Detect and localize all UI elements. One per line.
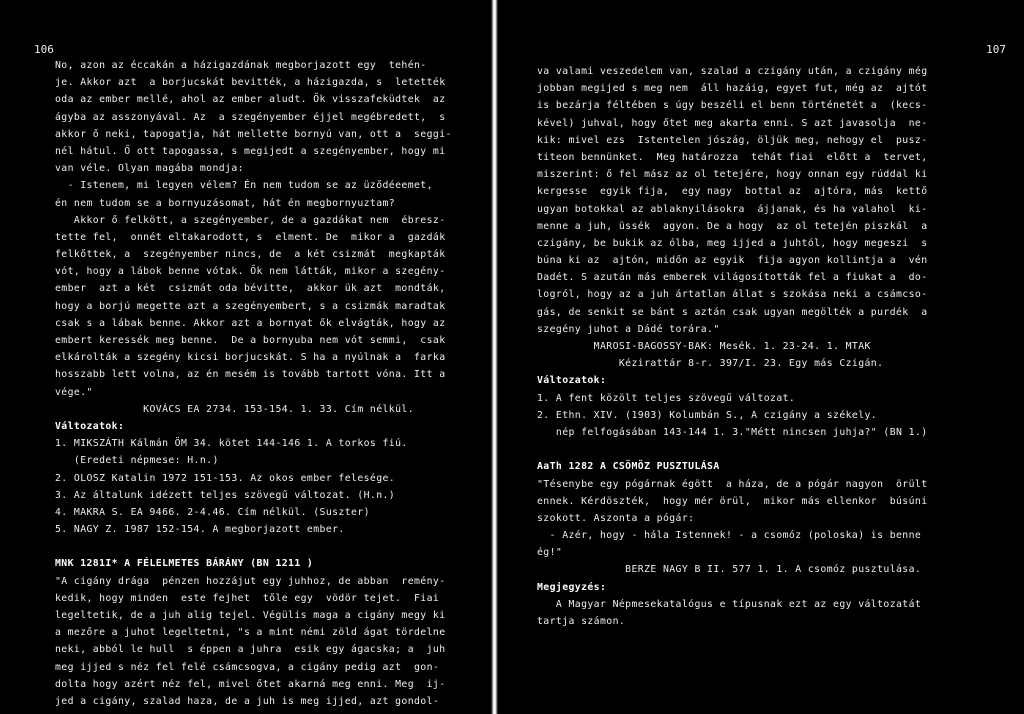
text-line: én nem tudom se a bornyuzásomat, hát én megbornyuztam? [55,197,396,209]
text-line: "Tésenybe egy pógárnak égött a háza, de a pógár nagyon örült [537,478,928,490]
text-line: akkor ő neki, tapogatja, hát mellette bornyú van, ott a seggi- [55,128,452,140]
text-line: jed a cigány, szalad haza, de a juh is meg ijjed, azt gondol- [55,695,440,707]
text-line: menne a juh, üssék agyon. De a hogy az ol tetején piszkál a [537,220,928,232]
text-line: 2. OLOSZ Katalin 1972 151-153. Az okos ember felesége. [55,472,396,484]
text-line: miszerint: ő fel mász az ol tetejére, hogy onnan egy rúddal ki [537,169,928,181]
text-line: 1. MIKSZÁTH Kálmán ÖM 34. kötet 144-146 1. A torkos fiú. [55,438,408,450]
text-line: ágyba az asszonyával. Az a szegényember éjjel megébredett, s [55,111,446,123]
page-text [55,57,452,710]
text-line: legeltetik, de a juh alig tejel. Végülis maga a cigány megy ki [55,610,446,621]
text-line: nél hátul. Ő ott tapogassa, s megijedt a szegényember, hogy mi [55,145,446,157]
text-line: embert keressék meg benne. De a bornyuba nem vót semmi, csak [55,335,446,346]
page-text [537,63,928,630]
text-line: neki, abból le hull s éppen a juhra esik egy ágacska; a juh [55,644,446,656]
text-line: 2. Ethn. XIV. (1903) Kolumbán S., A czigány a székely. [537,409,878,421]
text-line: jobban megijed s meg nem áll hazáig, egyet fut, még az ajtót [537,83,928,95]
text-line: kik: mivel ezs Istentelen jószág, öljük meg, nehogy el pusz- [537,134,928,146]
page-number: 107 [986,43,1006,56]
text-line: felkőttek, a szegényember nincs, de a két csizmát megkapták [55,249,446,261]
text-line: gás, de senkit se bánt s aztán csak ugyan megölték a purdék a [537,306,928,318]
text-line: Megjegyzés: [537,581,607,593]
text-line: szegény juhot a Dádé torára." [537,323,720,335]
text-line: MAROSI-BAGOSSY-BAK: Mesék. 1. 23-24. 1. MTAK [537,341,871,352]
text-line: tartja számon. [537,616,626,627]
text-line: csak s a lábak benne. Akkor azt a bornyat ők elvágták, hogy az [55,317,446,329]
text-line: meg ijjed s néz fel felé csámcsogva, a cigány pedig azt gon- [55,661,440,673]
text-line: kével) juhval, hogy őtet meg akarta enni. S azt javasolja ne- [537,117,928,129]
text-line: - Istenem, mi legyen vélem? Én nem tudom se az üződéeemet, [55,180,433,192]
text-line: hogy a borjú megette azt a szegényembert, s a csizmák maradtak [55,300,446,312]
text-line: No, azon az éccakán a házigazdának megborjazott egy tehén- [55,60,427,71]
text-line: AaTh 1282 A CSÖMÖZ PUSZTULÁSA [537,461,720,473]
text-line: MNK 1281I* A FÉLELMETES BÁRÁNY (BN 1211 ) [55,558,314,570]
text-line: ég!" [537,547,563,559]
text-line: kedik, hogy minden este fejhet tőle egy vödör tejet. Fiai [55,592,440,604]
book-spine [491,0,498,714]
right-page [500,0,1024,714]
text-line: A Magyar Népmesekatalógus e típusnak ezt az egy változatát [537,598,922,610]
text-line: búna ki az ajtón, midőn az egyik fija agyon kollintja a vén [537,255,928,267]
text-line: "A cigány drága pénzen hozzájut egy juhhoz, de abban remény- [55,575,446,587]
text-line: va valami veszedelem van, szalad a czigány után, a czigány még [537,66,928,77]
text-line: logról, hogy az a juh ártatlan állat s szokása neki a csámcso- [537,289,928,301]
page-number: 106 [34,43,54,56]
text-line: (Eredeti népmese: H.n.) [55,455,219,467]
text-line: a mezőre a juhot legeltetni, "s a mint némi zöld ágat tördelne [55,627,446,639]
text-line: hosszabb lett volna, az én mesém is tovább tartott vóna. Itt a [55,369,446,381]
text-line: van véle. Olyan magába mondja: [55,163,244,175]
text-line: 4. MAKRA S. EA 9466. 2-4.46. Cím nélkül. (Suszter) [55,506,370,518]
text-line [537,441,928,458]
left-page [0,0,490,714]
text-line: ugyan botokkal az ablaknyilásokra ájjanak, és ha valahol ki- [537,203,928,215]
text-line: Kézirattár 8-r. 397/I. 23. Egy más Czigán. [537,358,884,370]
text-line: oda az ember mellé, ahol az ember aludt. Ők visszafeküdtek az [55,94,446,106]
text-line: Változatok: [55,420,125,432]
text-line: 1. A fent közölt teljes szövegű változat. [537,392,796,404]
text-line: Dadét. S azután más emberek világosították fel a fiukat a do- [537,272,928,284]
text-line: czigány, be bukik az ólba, meg ijjed a juhtól, hogy megeszi s [537,237,928,249]
text-line: ember azt a két csizmát oda bévitte, akkor ük azt mondták, [55,283,446,295]
text-line: BERZE NAGY B II. 577 1. 1. A csomóz pusztulása. [537,564,922,576]
text-line: 5. NAGY Z. 1987 152-154. A megborjazott ember. [55,524,345,536]
text-line: tette fel, onnét eltakarodott, s elment. De mikor a gazdák [55,231,446,243]
text-line: elkárolták a szegény kicsi borjucskát. S ha a nyúlnak a farka [55,352,446,364]
text-line: dolta hogy azért néz fel, mivel őtet akarná meg enni. Meg ij- [55,678,446,690]
text-line: vége." [55,386,93,398]
text-line: is bezárja féltében s úgy beszéli el benn történetét a (kecs- [537,100,928,112]
text-line [55,538,452,555]
text-line: Változatok: [537,375,607,387]
text-line: titeon bennünket. Meg határozza tehát fiai előtt a tervet, [537,151,928,163]
text-line: KOVÁCS EA 2734. 153-154. 1. 33. Cím nélkül. [55,403,414,415]
text-line: je. Akkor azt a borjucskát bevitték, a házigazda, s letették [55,77,446,89]
text-line: vót, hogy a lábok benne vótak. Ők nem látták, mikor a szegény- [55,266,446,278]
text-line: Akkor ő felkött, a szegényember, de a gazdákat nem ébresz- [55,214,446,226]
text-line: - Azér, hogy - hála Istennek! - a csomóz (poloska) is benne [537,530,922,542]
text-line: ennek. Kérdöszték, hogy mér örül, mikor más ellenkor búsúni [537,495,928,507]
text-line: 3. Az általunk idézett teljes szövegű változat. (H.n.) [55,489,396,501]
text-line: nép felfogásában 143-144 1. 3."Métt nincsen juhja?" (BN 1.) [537,426,928,438]
text-line: szokott. Aszonta a pógár: [537,512,695,524]
text-line: kergesse egyik fija, egy nagy bottal az ajtóra, más kettő [537,186,928,198]
